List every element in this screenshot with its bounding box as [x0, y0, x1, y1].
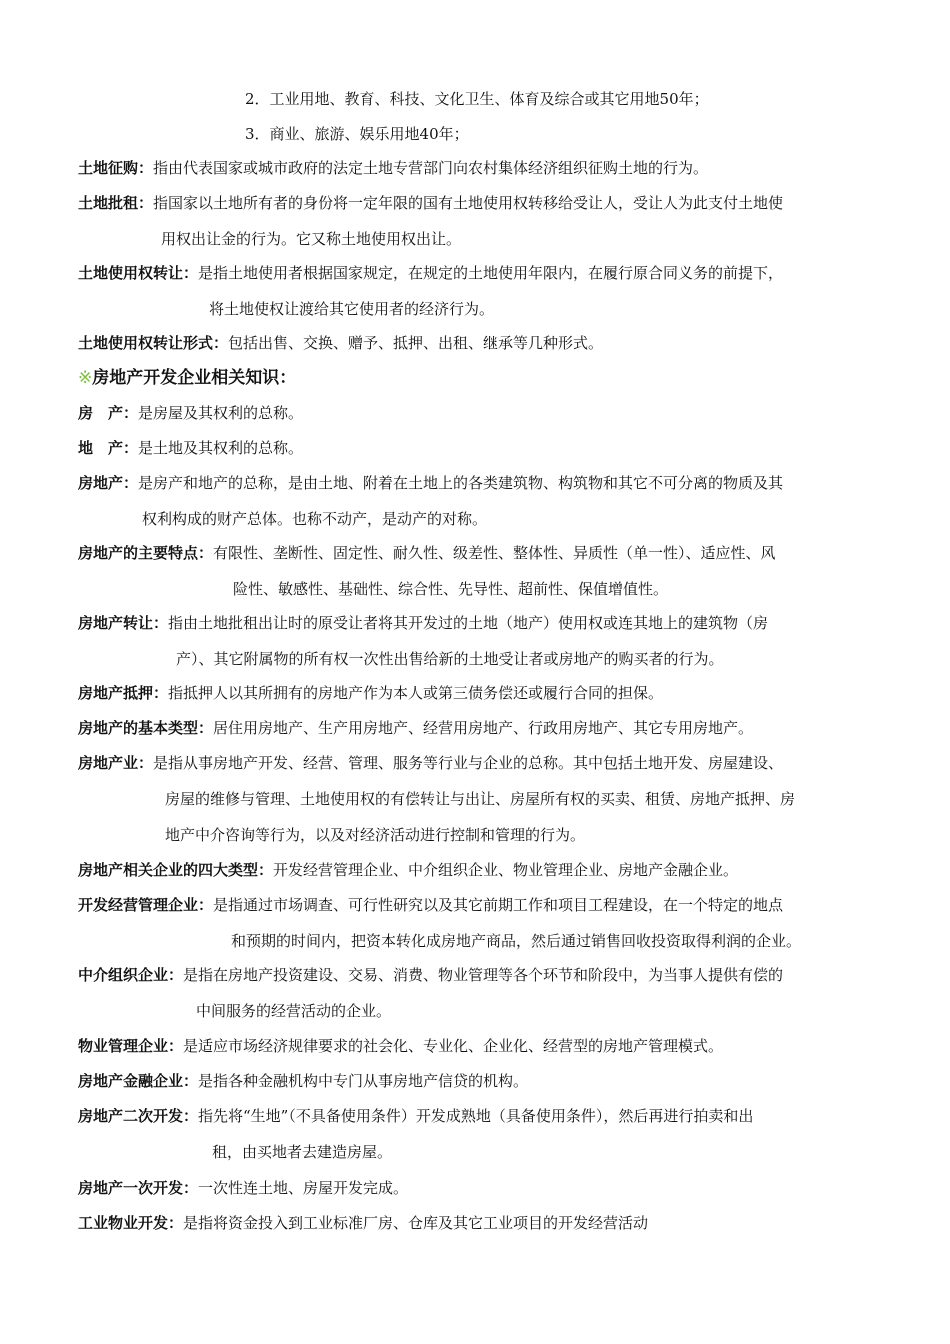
- definition-text: 是指各种金融机构中专门从事房地产信贷的机构。: [198, 1072, 529, 1090]
- definition-term: 开发经营管理企业：: [78, 896, 214, 914]
- definition-development-enterprise: [78, 887, 874, 959]
- definition-text-continued: 用权出让金的行为。它又称土地使用权出让。: [161, 230, 462, 248]
- section-title: 房地产开发企业相关知识：: [92, 368, 297, 388]
- definition-text: 是指在房地产投资建设、交易、消费、物业管理等各个环节和阶段中，为当事人提供有偿的: [183, 966, 784, 984]
- definition-text: 指由代表国家或城市政府的法定土地专营部门向农村集体经济组织征购土地的行为。: [153, 159, 709, 177]
- definition-text: 是房产和地产的总称，是由土地、附着在土地上的各类建筑物、构筑物和其它不可分离的物质及其: [138, 474, 784, 492]
- list-item-commercial-land: 3．商业、旅游、娱乐用地40年；: [245, 125, 469, 143]
- definition-text: 指由土地批租出让时的原受让者将其开发过的土地（地产）使用权或连其地上的建筑物（房: [168, 614, 769, 632]
- definition-text-continued: 将土地使权让渡给其它使用者的经济行为。: [209, 300, 495, 318]
- definition-term: 房地产金融企业：: [78, 1072, 199, 1090]
- definition-text: 有限性、垄断性、固定性、耐久性、级差性、整体性、异质性（单一性）、适应性、风: [213, 544, 776, 562]
- definition-term: 房地产二次开发：: [78, 1107, 199, 1125]
- definition-text: 是土地及其权利的总称。: [138, 439, 304, 457]
- definition-text: 开发经营管理企业、中介组织企业、物业管理企业、房地产金融企业。: [273, 861, 739, 879]
- definition-transfer-forms: [78, 325, 874, 361]
- definition-text-continued: 租，由买地者去建造房屋。: [212, 1143, 393, 1161]
- definition-term: 土地征购：: [78, 159, 154, 177]
- definition-text: 一次性连土地、房屋开发完成。: [198, 1179, 409, 1197]
- definition-text: 指先将“生地”（不具备使用条件）开发成熟地（具备使用条件），然后再进行拍卖和出: [198, 1107, 754, 1125]
- definition-finance-enterprise: [78, 1063, 874, 1099]
- definition-text: 包括出售、交换、赠予、抵押、出租、继承等几种形式。: [228, 334, 604, 352]
- definition-text: 是适应市场经济规律要求的社会化、专业化、企业化、经营型的房地产管理模式。: [183, 1037, 724, 1055]
- definition-intermediary-enterprise: [78, 957, 874, 1029]
- definition-term: 地 产：: [78, 439, 139, 457]
- definition-term: 房 产：: [78, 404, 139, 422]
- definition-text-continued: 产）、其它附属物的所有权一次性出售给新的土地受让者或房地产的购买者的行为。: [176, 650, 724, 668]
- definition-text: 是指通过市场调查、可行性研究以及其它前期工作和项目工程建设，在一个特定的地点: [213, 896, 784, 914]
- definition-text-continued: 权利构成的财产总体。也称不动产，是动产的对称。: [142, 510, 488, 528]
- definition-land-acquisition: [78, 150, 874, 186]
- definition-term: 物业管理企业：: [78, 1037, 184, 1055]
- definition-term: 房地产的基本类型：: [78, 719, 214, 737]
- definition-text: 是指从事房地产开发、经营、管理、服务等行业与企业的总称。其中包括土地开发、房屋建设、: [153, 754, 784, 772]
- definition-land-leasing: [78, 185, 874, 257]
- definition-land-property: [78, 430, 874, 466]
- definition-basic-types: [78, 710, 874, 746]
- definition-term: 房地产一次开发：: [78, 1179, 199, 1197]
- definition-term: 土地使用权转让：: [78, 264, 199, 282]
- definition-term: 房地产抵押：: [78, 684, 169, 702]
- definition-term: 房地产的主要特点：: [78, 544, 214, 562]
- definition-text: 是指将资金投入到工业标准厂房、仓库及其它工业项目的开发经营活动: [183, 1214, 649, 1232]
- definition-term: 房地产转让：: [78, 614, 169, 632]
- definition-term: 房地产相关企业的四大类型：: [78, 861, 274, 879]
- definition-property-management-enterprise: [78, 1028, 874, 1064]
- reference-mark-icon: ※: [78, 368, 93, 388]
- definition-house-property: [78, 395, 874, 431]
- definition-real-estate-transfer: [78, 605, 874, 677]
- definition-real-estate-industry: [78, 745, 874, 853]
- definition-term: 工业物业开发：: [78, 1214, 184, 1232]
- list-item-industrial-land: 2．工业用地、教育、科技、文化卫生、体育及综合或其它用地50年；: [245, 90, 709, 108]
- definition-text-continued: 地产中介咨询等行为，以及对经济活动进行控制和管理的行为。: [165, 826, 586, 844]
- definition-four-enterprise-types: [78, 852, 874, 888]
- definition-term: 房地产业：: [78, 754, 154, 772]
- definition-term: 土地批租：: [78, 194, 154, 212]
- definition-land-use-right-transfer: [78, 255, 874, 327]
- definition-text-continued: 和预期的时间内，把资本转化成房地产商品，然后通过销售回收投资取得利润的企业。: [231, 932, 802, 950]
- definition-main-features: [78, 535, 874, 607]
- definition-real-estate: [78, 465, 874, 537]
- definition-mortgage: [78, 675, 874, 711]
- definition-term: 房地产：: [78, 474, 139, 492]
- definition-industrial-property-development: [78, 1205, 874, 1241]
- definition-text-continued: 房屋的维修与管理、土地使用权的有偿转让与出让、房屋所有权的买卖、租赁、房地产抵押、房: [165, 790, 796, 808]
- definition-text-continued: 中间服务的经营活动的企业。: [196, 1002, 392, 1020]
- definition-term: 土地使用权转让形式：: [78, 334, 229, 352]
- definition-text: 指国家以土地所有者的身份将一定年限的国有土地使用权转移给受让人，受让人为此支付土地使: [153, 194, 784, 212]
- definition-text: 是指土地使用者根据国家规定，在规定的土地使用年限内，在履行原合同义务的前提下，: [198, 264, 784, 282]
- definition-secondary-development: [78, 1098, 874, 1170]
- section-heading: [78, 360, 296, 396]
- definition-primary-development: [78, 1170, 874, 1206]
- definition-term: 中介组织企业：: [78, 966, 184, 984]
- definition-text: 居住用房地产、生产用房地产、经营用房地产、行政用房地产、其它专用房地产。: [213, 719, 754, 737]
- definition-text: 是房屋及其权利的总称。: [138, 404, 304, 422]
- definition-text-continued: 险性、敏感性、基础性、综合性、先导性、超前性、保值增值性。: [233, 580, 669, 598]
- definition-text: 指抵押人以其所拥有的房地产作为本人或第三债务偿还或履行合同的担保。: [168, 684, 664, 702]
